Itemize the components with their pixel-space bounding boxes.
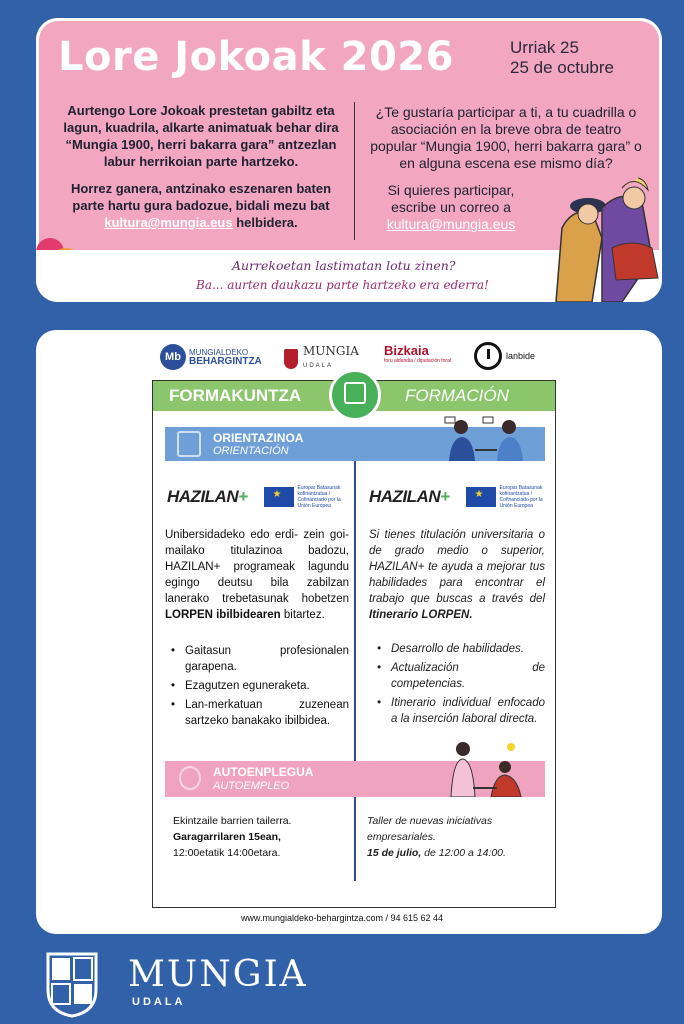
self-employment-title-eu: AUTOENPLEGUA [213,765,314,779]
lanbide-name: lanbide [506,351,536,361]
mungia-logo-name: MUNGIA [303,344,359,358]
page-title: Lore Jokoak 2026 [58,34,454,80]
column-divider-line [354,461,356,881]
bizkaia-logo-text [384,343,451,364]
intro-basque-p1: Aurtengo Lore Jokoak prestetan gabiltz eta lagun, kuadrila, alkarte animatuak behar dira “Mungia 1900, herri bakarra gara” antzezlan labur herrikoian parte hartzeko. [63,103,339,169]
workshop-info-eu [173,813,343,861]
list-item: • Gaitasun profesionalen garapena. [169,643,349,675]
hazilan-plus-eu: + [238,487,248,506]
cv-document-icon [177,431,201,457]
bizkaia-sub: foru aldundia / diputación foral [384,358,451,364]
program-description-es [369,527,545,623]
mungia-udala-logo [284,345,359,372]
list-item: • Actualización de competencias. [375,660,545,692]
intro-basque-p2-text: Horrez ganera, antzinako eszenaren baten parte hartu gura badozue, bidali mezu bat [70,181,332,213]
hazilan-word-es: HAZILAN [369,487,441,506]
workshop-time-es: de 12:00 a 14:00. [421,847,506,859]
contact-footer[interactable]: www.mungialdeko-behargintza.com / 94 615 62 44 [240,913,444,923]
orientation-title-es: ORIENTACIÓN [213,445,289,457]
eu-flag-icon [466,487,496,507]
workshop-date-es: 15 de julio, [367,847,422,859]
program-text-eu-end: bitartez. [280,609,325,621]
tagline-line2: Ba... aurten daukazu parte hartzeko era ederra! [196,278,489,292]
lanbide-clock-icon [474,342,502,370]
mungia-logo-sub: UDALA [303,363,334,369]
behargintza-text [189,348,262,366]
program-highlight-eu: LORPEN ibilbidearen [165,609,281,621]
behargintza-mark: Mb [160,344,186,370]
program-highlight-es: Itinerario LORPEN. [369,609,473,621]
mungia-shield-icon [284,349,298,369]
lore-jokoak-card [36,18,662,302]
hazilan-plus-es: + [440,487,450,506]
email-link-eu[interactable]: kultura@mungia.eus [104,215,233,230]
mungia-logo-text [303,345,359,372]
mungia-brand-sub: UDALA [132,996,186,1008]
tagline-line1: Aurrekoetan lastimatan lotu zinen? [232,258,456,273]
hazilan-logo-es [369,485,550,509]
column-divider [354,102,355,240]
program-text-es: Si tienes titulación universitaria o de grado medio o superior, HAZILAN+ te ayuda a mejorar tus habilidades para encontrar el trabajo que buscas a través del [369,529,545,605]
mungia-brand-name: MUNGIA [128,954,308,995]
event-date [510,38,614,78]
formation-title-es: FORMACIÓN [405,386,509,405]
hazilan-word-eu: HAZILAN [167,487,239,506]
behargintza-line1: MUNGIALDEKO [189,348,249,357]
workshop-title-es: Taller de nuevas iniciativas empresariales. [367,815,493,843]
dancers-illustration-icon [542,168,662,302]
hazilan-name-es [369,487,450,507]
intro-spanish-p1: ¿Te gustaría participar a ti, a tu cuadrilla o asociación en la breve obra de teatro popular “Mungia 1900, herri bakarra gara” o en alguna escena ese mismo día? [370,104,642,171]
entrepreneurs-illustration-icon [443,739,533,797]
program-description-eu [165,527,349,623]
hazilan-logo-eu [167,485,348,509]
hazilan-name-eu [167,487,248,507]
lanbide-logo [474,342,535,370]
orientation-title-eu: ORIENTAZINOA [213,431,304,445]
workshop-date-eu: Garagarrilaren 15ean, [173,831,281,843]
intro-spanish-p2 [366,182,536,233]
event-date-es: 25 de octubre [510,58,614,77]
email-link-es[interactable]: kultura@mungia.eus [386,216,516,232]
eu-funding-text-es: Europar Batasunak kofinantzatua / Cofinanciado por la Unión Europea [499,485,543,509]
benefits-list-eu [169,643,349,732]
program-text-eu: Unibersidadeko edo erdi- zein goi-mailako titulazinoa badozu, HAZILAN+ programeak lagundu egingo deutsu bila zabilzan lanerako trebetasunak hobetzen [165,529,349,605]
event-date-eu: Urriak 25 [510,38,579,57]
bizkaia-logo [384,343,451,364]
mungia-coat-of-arms-icon [44,950,100,1018]
list-item: • Ezagutzen eguneraketa. [169,678,349,694]
training-emblem-icon [329,369,381,421]
self-employment-title-es: AUTOEMPLEO [213,780,290,792]
intro-basque [56,102,346,241]
formation-title-eu: FORMAKUNTZA [169,386,302,405]
intro-spanish-p2-text: Si quieres participar, escribe un correo a [387,182,515,215]
behargintza-logo [160,344,262,370]
workshop-info-es [367,813,547,861]
intro-basque-p2 [56,180,346,231]
interview-illustration-icon [425,415,535,461]
benefits-list-es [375,641,545,730]
eu-flag-icon [264,487,294,507]
formation-poster [152,380,556,908]
eu-funding-text-eu: Europar Batasunak kofinantzatua / Cofinanciado por la Unión Europea [297,485,341,509]
list-item: • Lan-merkatuan zuzenean sartzeko banakako ibilbidea. [169,697,349,729]
lightbulb-icon [179,766,201,790]
bizkaia-name: Bizkaia [384,343,429,358]
workshop-time-eu: 12:00etatik 14:00etara. [173,847,281,859]
list-item: • Desarrollo de habilidades. [375,641,545,657]
behargintza-line2: BEHARGINTZA [189,356,262,367]
workshop-title-eu: Ekintzaile barrien tailerra. [173,815,292,827]
list-item: • Itinerario individual enfocado a la inserción laboral directa. [375,695,545,727]
intro-basque-p2-end: helbidera. [232,215,298,230]
